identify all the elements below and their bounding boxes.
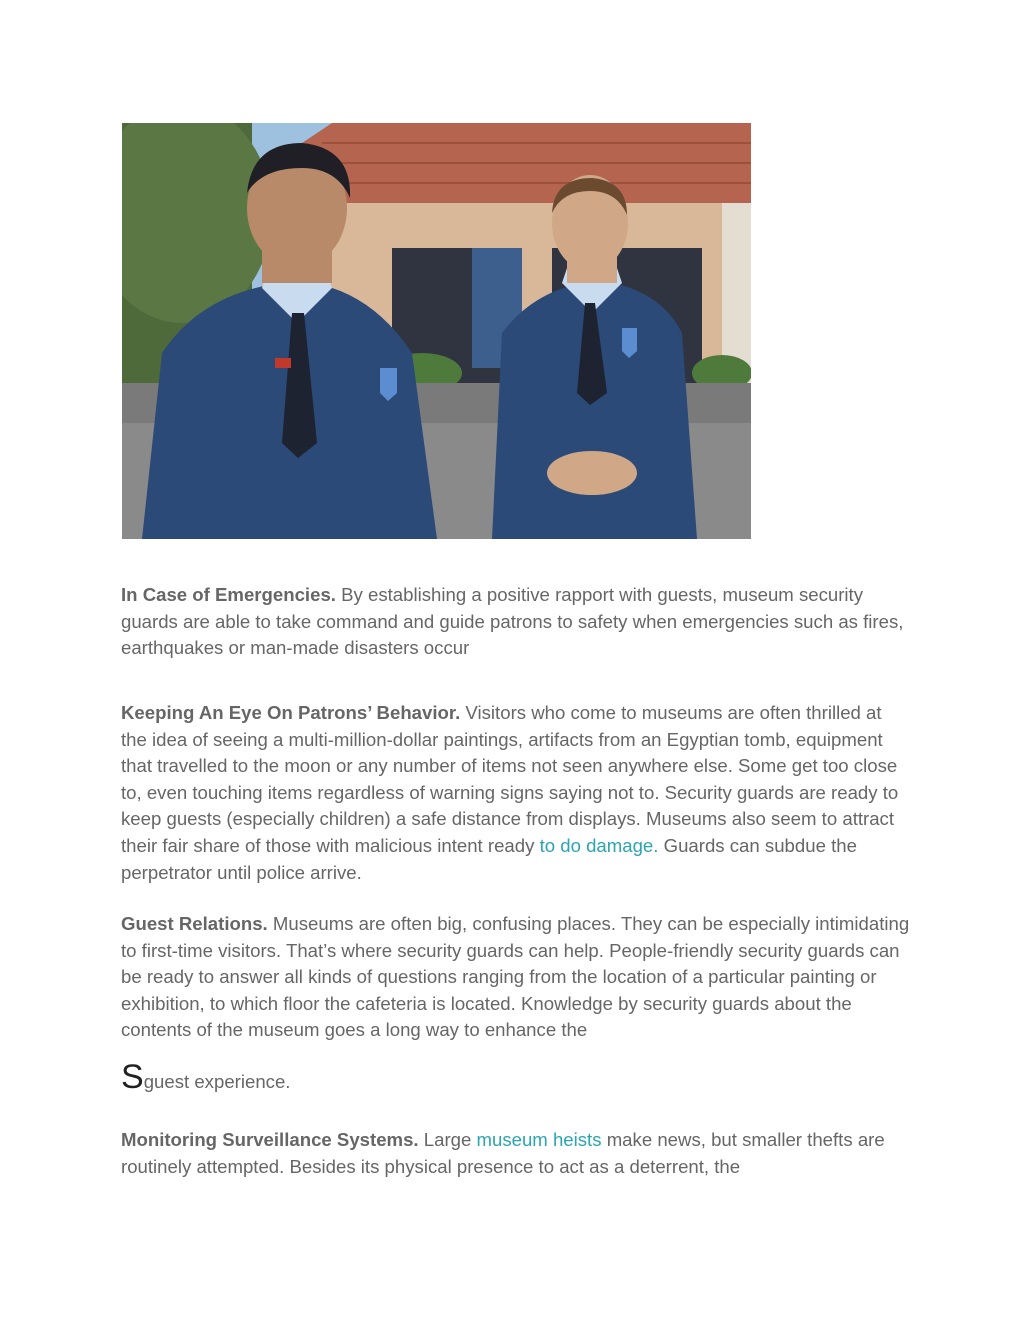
dropcap-letter: S <box>121 1058 144 1096</box>
security-guards-photo <box>122 123 751 539</box>
body-behavior-tail: Guards can subdue the perpetrator until police arrive. <box>121 834 857 883</box>
heading-guest-relations: Guest Relations. <box>121 913 268 934</box>
body-behavior: Visitors who come to museums are often thrilled at the idea of seeing a multi-million-dollar paintings, artifacts from an Egyptian tomb, equipment that travelled to the moon or any number of items not seen anywhere else. Some get too close to, even touching items regardless of warning signs saying not to. Security guards are ready to keep guests (especially children) a safe distance from displays. Museums also seem to attract their fair share of those with malicious intent ready <box>121 702 899 856</box>
link-to-do-damage[interactable]: to do damage. <box>539 834 659 856</box>
body-guest-relations: Museums are often big, confusing places. They can be especially intimidating to first-time visitors. That’s where security guards can help. People-friendly security guards can be ready to answer all kinds of questions ranging from the location of a particular painting or exhibition, to which floor the cafeteria is located. Knowledge by security guards about the contents of the museum goes a long way to enhance the <box>121 913 910 1041</box>
heading-surveillance: Monitoring Surveillance Systems. <box>121 1129 419 1150</box>
paragraph-surveillance <box>121 1127 911 1180</box>
heading-behavior: Keeping An Eye On Patrons’ Behavior. <box>121 702 461 723</box>
body-surveillance: Large <box>418 1129 477 1150</box>
link-museum-heists[interactable]: museum heists <box>476 1129 602 1150</box>
body-emergencies: By establishing a positive rapport with guests, museum security guards are able to take command and guide patrons to safety when emergencies such as fires, earthquakes or man-made disasters occur <box>121 584 904 659</box>
paragraph-guest-relations-tail <box>121 1060 911 1096</box>
body-surveillance-tail: make news, but smaller thefts are routinely attempted. Besides its physical presence to act as a deterrent, the <box>121 1129 885 1177</box>
heading-emergencies: In Case of Emergencies. <box>121 584 336 605</box>
paragraph-behavior <box>121 700 911 886</box>
paragraph-emergencies <box>121 582 911 662</box>
paragraph-guest-relations <box>121 911 911 1044</box>
guest-experience-text: guest experience. <box>143 1071 291 1092</box>
